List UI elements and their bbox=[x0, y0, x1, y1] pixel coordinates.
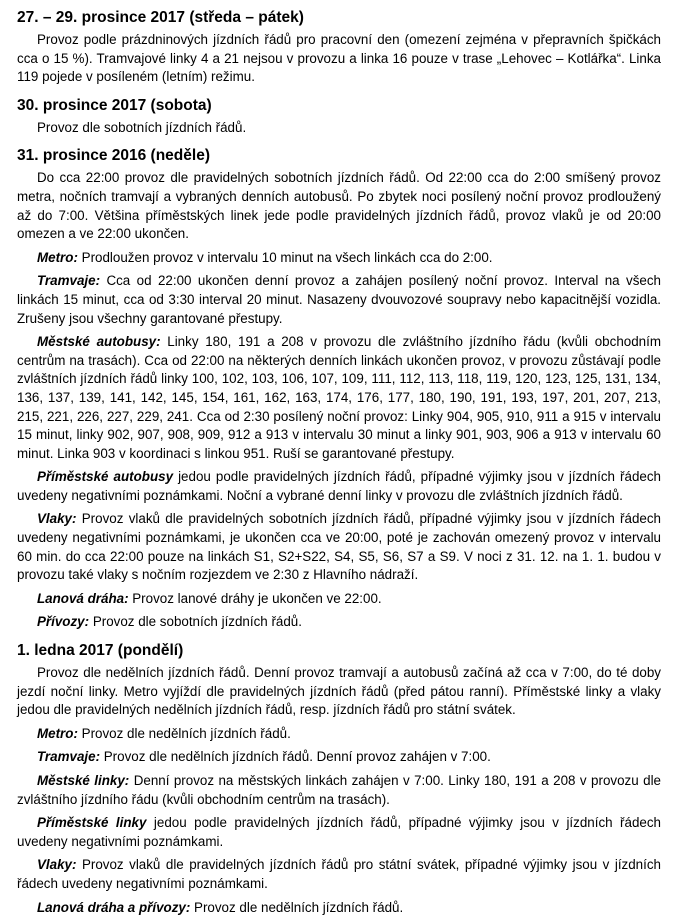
paragraph-tramvaje bbox=[17, 748, 661, 767]
section-heading: 1. ledna 2017 (pondělí) bbox=[17, 642, 184, 660]
paragraph-label: Tramvaje: bbox=[37, 273, 101, 289]
paragraph-tramvaje bbox=[17, 272, 661, 328]
paragraph-lanova-draha-privozy bbox=[17, 899, 661, 918]
paragraph-label: Metro: bbox=[37, 725, 78, 741]
paragraph-metro bbox=[17, 725, 661, 744]
section-heading: 31. prosince 2016 (neděle) bbox=[17, 147, 210, 165]
paragraph-text: Provoz podle prázdninových jízdních řádů pro pracovní den (omezení zejména v přepravních špičkách cca o 15 %). Tramvajové linky 4 a 21 nejsou v provozu a linka 16 pouze v trase „Lehovec – Kotlářka“. Linka 119 pojede v posíleném (letním) režimu. bbox=[17, 32, 661, 85]
paragraph-mestske-autobusy bbox=[17, 333, 661, 463]
paragraph-text: Provoz dle nedělních jízdních řádů. bbox=[190, 899, 404, 915]
paragraph-text: Provoz dle nedělních jízdních řádů. Denní provoz tramvají a autobusů začíná až cca v 7:00, do té doby jezdí noční linky. Metro vyjíždí dle pravidelných jízdních řádů (před pátou ranní). Příměstské linky a vlaky jedou dle pravidelných nedělních jízdních řádů, resp. jízdních řádů pro státní svátek. bbox=[17, 665, 661, 718]
paragraph-metro bbox=[17, 249, 661, 268]
paragraph-primestske-linky bbox=[17, 814, 661, 851]
paragraph-label: Přívozy: bbox=[37, 614, 90, 630]
paragraph-lanova-draha bbox=[17, 590, 661, 609]
paragraph-label: Vlaky: bbox=[37, 511, 77, 527]
paragraph-label: Příměstské autobusy bbox=[37, 469, 174, 485]
paragraph-text: Cca od 22:00 ukončen denní provoz a zahájen posílený noční provoz. Interval na všech linkách 15 minut, cca od 3:30 interval 20 minut. Nasazeny dvouvozové soupravy nebo kapacitnější vozidla. Zrušeny jsou všechny garantované přestupy. bbox=[17, 273, 661, 326]
paragraph-text: jedou podle pravidelných jízdních řádů, případné výjimky jsou v jízdních řádech uvedeny negativními poznámkami. bbox=[17, 815, 662, 849]
paragraph-text: Prodloužen provoz v intervalu 10 minut na všech linkách cca do 2:00. bbox=[77, 249, 493, 265]
paragraph-vlaky bbox=[17, 510, 661, 584]
paragraph-label: Metro: bbox=[37, 249, 78, 265]
section-heading: 27. – 29. prosince 2017 (středa – pátek) bbox=[17, 9, 304, 26]
paragraph bbox=[17, 31, 661, 87]
paragraph-text: Provoz dle sobotních jízdních řádů. bbox=[37, 119, 247, 135]
paragraph-label: Městské autobusy: bbox=[37, 334, 161, 350]
paragraph-label: Lanová dráha: bbox=[37, 590, 129, 606]
paragraph-text: Provoz lanové dráhy je ukončen ve 22:00. bbox=[128, 590, 382, 606]
paragraph-primestske-autobusy bbox=[17, 468, 661, 505]
paragraph-mestske-linky bbox=[17, 772, 661, 809]
paragraph-text: Linky 180, 191 a 208 v provozu dle zvláštního jízdního řádu (kvůli obchodním centrům na trasách). Cca od 22:00 na některých denních linkách ukončen provoz, v provozu zůstávají podle zvláštních jízdních řádů linky 100, 102, 103, 106, 107, 109, 111, 112, 113, 118, 119, 120, 123, 125, 131, 134, 136, 137, 139, 141, 142, 145, 154, 161, 162, 163, 174, 176, 177, 180, 190, 191, 193, 197, 201, 207, 213, 215, 221, 226, 227, 229, 241. Cca od 2:30 posílený noční provoz: Linky 904, 905, 910, 911 a 915 v intervalu 15 minut, linky 902, 907, 908, 909, 912 a 913 v intervalu 30 minut a linky 901, 903, 906 a 913 v intervalu 60 minut. Linka 903 v koordinaci s linkou 951. Ruší se garantované přestupy. bbox=[17, 334, 661, 461]
paragraph-label: Městské linky: bbox=[37, 773, 130, 788]
paragraph-label: Lanová dráha a přívozy: bbox=[37, 899, 191, 915]
paragraph-text: Denní provoz na městských linkách zahájen v 7:00. Linky 180, 191 a 208 v provozu dle zvláštního jízdního řádu (kvůli obchodním centrům na trasách). bbox=[17, 773, 661, 807]
paragraph-text: Provoz dle nedělních jízdních řádů. Denní provoz zahájen v 7:00. bbox=[100, 749, 491, 765]
paragraph-label: Příměstské linky bbox=[37, 815, 147, 831]
paragraph bbox=[17, 664, 661, 720]
paragraph-text: jedou podle pravidelných jízdních řádů, případné výjimky jsou v jízdních řádech uvedeny negativními poznámkami. Noční a vybrané denní linky v provozu dle zvláštních jízdních řádů. bbox=[17, 469, 661, 503]
paragraph-text: Do cca 22:00 provoz dle pravidelných sobotních jízdních řádů. Od 22:00 cca do 2:00 smíšený provoz metra, nočních tramvají a vybraných denních autobusů. Po zbytek noci posílený noční provoz prodloužený až do 7:00. Většina příměstských linek jede podle pravidelných jízdních řádů, provoz vlaků je od 20:00 omezen a ve 22:00 ukončen. bbox=[17, 170, 661, 242]
paragraph-privozy bbox=[17, 613, 661, 632]
paragraph-text: Provoz vlaků dle pravidelných sobotních jízdních řádů, případné výjimky jsou v jízdních řádech uvedeny negativními poznámkami, je ukončen cca ve 20:00, poté je zachován omezený provoz v intervalu 60 min. do cca 22:00 pouze na linkách S1, S2+S22, S4, S5, S6, S7 a S9. V noci z 31. 12. na 1. 1. budou v provozu také vlaky s nočním rozjezdem ve 2:30 z Hlavního nádraží. bbox=[17, 511, 661, 583]
paragraph-text: Provoz vlaků dle pravidelných jízdních řádů pro státní svátek, případné výjimky jsou v jízdních řádech uvedeny negativními poznámkami. bbox=[17, 857, 661, 891]
paragraph-text: Provoz dle sobotních jízdních řádů. bbox=[89, 614, 302, 630]
paragraph-vlaky bbox=[17, 856, 661, 893]
document-page bbox=[17, 8, 661, 922]
section-heading: 30. prosince 2017 (sobota) bbox=[17, 96, 212, 114]
paragraph bbox=[17, 119, 661, 138]
paragraph-label: Vlaky: bbox=[37, 857, 77, 873]
paragraph bbox=[17, 169, 661, 243]
paragraph-text: Provoz dle nedělních jízdních řádů. bbox=[77, 725, 291, 741]
paragraph-label: Tramvaje: bbox=[37, 749, 101, 765]
